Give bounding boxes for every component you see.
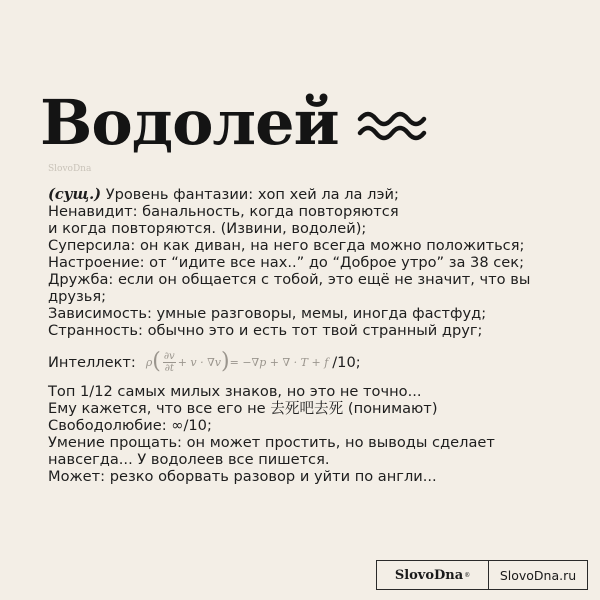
description-text xyxy=(48,186,578,485)
footer-brand-box xyxy=(376,560,588,590)
part-of-speech: (сущ.) xyxy=(48,186,102,203)
text-line: Настроение: от “идите все нах..” до “Доброе утро” за 38 сек; xyxy=(48,254,524,271)
navier-stokes-formula: ρ ( $\frac{\partial v}{\partial t}$ + v · ∇v ) = −∇p + ∇ · T + f xyxy=(145,349,329,374)
text-line: Умение прощать: он может простить, но выводы сделает xyxy=(48,434,495,451)
brand-logo[interactable]: SlovoDna ® xyxy=(377,561,489,589)
title-row xyxy=(40,78,427,168)
intellect-label: Интеллект: xyxy=(48,353,136,371)
intellect-score: /10; xyxy=(332,353,361,371)
text-line: Странность: обычно это и есть тот твой странный друг; xyxy=(48,322,483,339)
text-line: Ему кажется, что все его не 去死吧去死 (понимают) xyxy=(48,400,438,417)
text-line: навсегда... У водолеев все пишется. xyxy=(48,451,330,468)
text-line: Ненавидит: банальность, когда повторяются xyxy=(48,203,399,220)
watermark-logo: SlovoDna xyxy=(48,164,92,174)
text-line: (сущ.) Уровень фантазии: хоп хей ла ла лэй; xyxy=(48,186,399,203)
text-line: Зависимость: умные разговоры, мемы, иногда фастфуд; xyxy=(48,305,487,322)
text-line: Дружба: если он общается с тобой, это ещё не значит, что вы друзья; xyxy=(48,271,531,305)
intellect-row xyxy=(48,345,578,379)
text-line: Суперсила: он как диван, на него всегда можно положиться; xyxy=(48,237,525,254)
text-line: и когда повторяются. (Извини, водолей); xyxy=(48,220,367,237)
page-title: Водолей xyxy=(40,86,339,159)
site-link[interactable]: SlovoDna.ru xyxy=(499,567,577,583)
text-line: Может: резко оборвать разовор и уйти по англи... xyxy=(48,468,437,485)
text-line: Топ 1/12 самых милых знаков, но это не точно... xyxy=(48,383,422,400)
text-line: Свободолюбие: ∞/10; xyxy=(48,417,212,434)
aquarius-icon xyxy=(357,101,427,145)
